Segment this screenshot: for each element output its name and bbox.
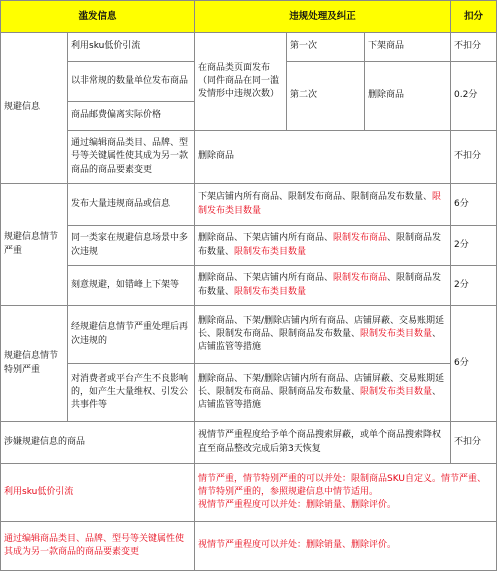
behavior-cell: 通过编辑商品类目、品牌、型号等关键属性使其成为另一款商品的商品要素变更 xyxy=(68,131,195,184)
action-cell xyxy=(195,184,451,226)
behavior-cell: 发布大量违规商品或信息 xyxy=(68,184,195,226)
action-cell: 视情节严重程度给予单个商品搜索屏蔽，或单个商品搜索降权直至商品整改完成后第3天恢复 xyxy=(195,422,451,464)
action-text: 删除商品、下架店铺内所有商品、 xyxy=(198,273,334,284)
category-very-serious: 规避信息情节特别严重 xyxy=(1,306,68,422)
red-action-text: 限制发布商品 xyxy=(333,233,388,244)
category-suspected: 涉嫌规避信息的商品 xyxy=(1,422,195,464)
category-attribute-change: 通过编辑商品类目、品牌、型号等关键属性使其成为另一款商品的商品要素变更 xyxy=(1,522,195,571)
points-cell: 不扣分 xyxy=(451,422,497,464)
category-serious: 规避信息情节严重 xyxy=(1,184,68,306)
action-cell xyxy=(195,364,451,422)
points-cell: 2分 xyxy=(451,226,497,266)
header-row xyxy=(1,1,497,33)
table-row xyxy=(1,364,497,422)
header-violation-info: 滥发信息 xyxy=(1,1,195,33)
behavior-cell: 以非常规的数量单位发布商品 xyxy=(68,62,195,102)
behavior-cell: 同一类家在规避信息场景中多次违规 xyxy=(68,226,195,266)
header-handling: 违规处理及纠正 xyxy=(195,1,451,33)
behavior-cell: 对消费者或平台产生不良影响的，如产生大量维权、引发公共事件等 xyxy=(68,364,195,422)
red-action-text: 限制发布类目数量 xyxy=(360,328,433,339)
behavior-cell: 利用sku低价引流 xyxy=(68,33,195,62)
category-evasion-info: 规避信息 xyxy=(1,33,68,184)
note-cell xyxy=(195,464,497,522)
action-cell xyxy=(195,226,451,266)
points-cell: 2分 xyxy=(451,266,497,306)
table-row xyxy=(1,226,497,266)
action-text: 删除商品、下架/删除店铺内所有商品、店铺屏蔽、交易账期延长、限制发布商品、限制商品发布数量、 xyxy=(198,373,445,397)
table-row xyxy=(1,464,497,522)
action-text: 删除商品、下架店铺内所有商品、 xyxy=(198,233,334,244)
points-cell: 0.2分 xyxy=(451,62,497,131)
action-text: 、店铺监管等措施 xyxy=(198,386,442,411)
first-offense-cell: 第一次 xyxy=(287,33,365,62)
table-row xyxy=(1,422,497,464)
note-line: 情节严重，情节特别严重的可以并处：限制商品SKU自定义。情节严重、情节特别严重的，参照规避信息中情节适用。 xyxy=(198,473,486,497)
table-row xyxy=(1,306,497,364)
action-text: 、限制商品发布数量、 xyxy=(198,233,442,257)
behavior-cell: 刻意规避，如错峰上下架等 xyxy=(68,266,195,306)
red-action-text: 限制发布商品 xyxy=(333,273,388,284)
points-cell: 6分 xyxy=(451,184,497,226)
category-sku-low-price: 利用sku低价引流 xyxy=(1,464,195,522)
table-row xyxy=(1,266,497,306)
note-cell: 视情节严重程度可以并处：删除销量、删除评价。 xyxy=(195,522,497,571)
action-cell xyxy=(195,266,451,306)
action-cell: 删除商品 xyxy=(365,62,451,131)
merged-description-cell: 在商品类页面发布（同件商品在同一滥发情形中违规次数） xyxy=(195,33,287,131)
note-line: 视情节严重程度可以并处：删除销量、删除评价。 xyxy=(198,500,397,511)
table-row xyxy=(1,33,497,62)
table-row xyxy=(1,131,497,184)
second-offense-cell: 第二次 xyxy=(287,62,365,131)
points-cell: 6分 xyxy=(451,306,497,422)
points-cell: 不扣分 xyxy=(451,131,497,184)
action-cell: 下架商品 xyxy=(365,33,451,62)
action-cell: 删除商品 xyxy=(195,131,451,184)
points-cell: 不扣分 xyxy=(451,33,497,62)
behavior-cell: 经规避信息情节严重处理后再次违规的 xyxy=(68,306,195,364)
header-points: 扣分 xyxy=(451,1,497,33)
red-action-text: 限制发布类目数量 xyxy=(234,246,307,257)
table-row xyxy=(1,522,497,571)
table-row xyxy=(1,184,497,226)
action-cell xyxy=(195,306,451,364)
action-text: 删除商品、下架/删除店铺内所有商品、店铺屏蔽、交易账期延长、限制发布商品、限制商品发布数量、 xyxy=(198,315,445,339)
action-text: 、店铺监管等措施 xyxy=(198,328,442,353)
red-action-text: 限制发布类目数量 xyxy=(360,386,433,397)
action-text: 下架店铺内所有商品、限制发布商品、限制商品发布数量、 xyxy=(198,192,433,203)
red-action-text: 限制发布类目数量 xyxy=(234,286,307,297)
red-action-text: 限制发布类目数量 xyxy=(198,192,442,216)
behavior-cell: 商品邮费偏离实际价格 xyxy=(68,102,195,131)
action-text: 、限制商品发布数量、 xyxy=(198,273,442,297)
